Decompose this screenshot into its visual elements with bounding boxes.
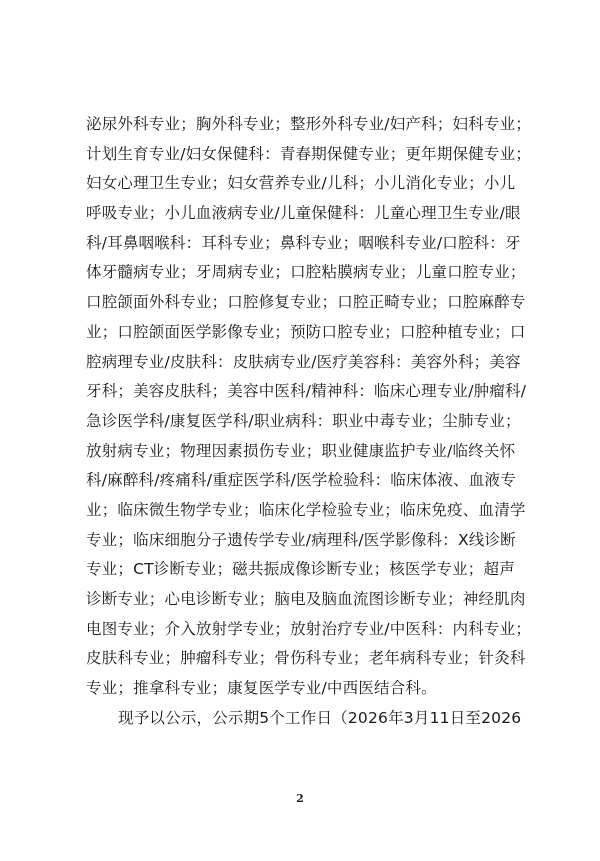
text-line-8: 业；口腔颌面医学影像专业；预防口腔专业；口腔种植专业；口 bbox=[86, 322, 526, 341]
page-number: 2 bbox=[296, 792, 304, 805]
text-line-19: 皮肤科专业；肿瘤科专业；骨伤科专业；老年病科专业；针灸科 bbox=[86, 649, 526, 668]
text-line-2: 计划生育专业/妇女保健科：青春期保健专业；更年期保健专业； bbox=[86, 144, 532, 163]
text-line-6: 体牙髓病专业；牙周病专业；口腔粘膜病专业；儿童口腔专业； bbox=[86, 263, 526, 282]
text-line-7: 口腔颌面外科专业；口腔修复专业；口腔正畸专业；口腔麻醉专 bbox=[86, 293, 526, 312]
text-line-16: 专业；CT诊断专业；磁共振成像诊断专业；核医学专业；超声 bbox=[86, 560, 515, 579]
text-line-9: 腔病理专业/皮肤科：皮肤病专业/医疗美容科：美容外科；美容 bbox=[86, 352, 521, 371]
text-line-14: 业；临床微生物学专业；临床化学检验专业；临床免疫、血清学 bbox=[86, 500, 526, 519]
text-line-5: 科/耳鼻咽喉科：耳科专业；鼻科专业；咽喉科专业/口腔科：牙 bbox=[86, 233, 521, 252]
text-line-1: 泌尿外科专业；胸外科专业；整形外科专业/妇产科；妇科专业； bbox=[86, 115, 532, 133]
text-line-15: 专业；临床细胞分子遗传学专业/病理科/医学影像科：X线诊断 bbox=[86, 530, 516, 549]
text-line-3: 妇女心理卫生专业；妇女营养专业/儿科；小儿消化专业；小儿 bbox=[86, 174, 516, 193]
text-line-4: 呼吸专业；小儿血液病专业/儿童保健科：儿童心理卫生专业/眼 bbox=[86, 204, 521, 223]
text-line-18: 电图专业；介入放射学专业；放射治疗专业/中医科：内科专业； bbox=[86, 619, 532, 638]
text-line-20: 专业；推拿科专业；康复医学专业/中西医结合科。 bbox=[86, 679, 437, 698]
text-line-11: 急诊医学科/康复医学科/职业病科：职业中毒专业；尘肺专业； bbox=[86, 411, 521, 430]
text-line-13: 科/麻醉科/疼痛科/重症医学科/医学检验科：临床体液、血液专 bbox=[86, 471, 516, 490]
text-line-12: 放射病专业；物理因素损伤专业；职业健康监护专业/临终关怀 bbox=[86, 441, 516, 460]
document-body bbox=[86, 110, 538, 733]
text-line-10: 牙科；美容皮肤科；美容中医科/精神科：临床心理专业/肿瘤科/ bbox=[86, 382, 527, 401]
text-line-17: 诊断专业；心电诊断专业；脑电及脑血流图诊断专业；神经肌肉 bbox=[86, 590, 526, 608]
notice-paragraph-line: 现予以公示，公示期5个工作日（2026年3月11日至2026 bbox=[118, 708, 522, 727]
